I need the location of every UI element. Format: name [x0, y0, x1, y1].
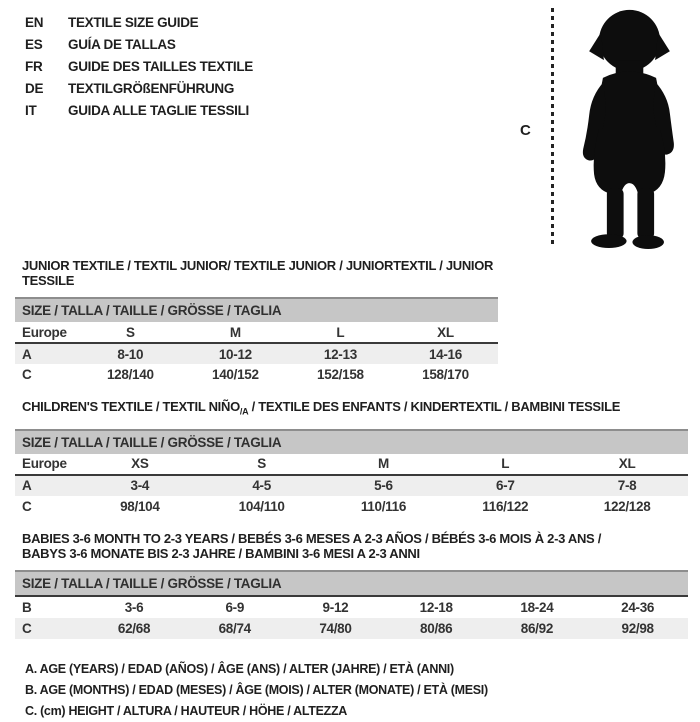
language-label: GUIDA ALLE TAGLIE TESSILI	[68, 103, 249, 118]
language-row-de	[25, 78, 253, 100]
babies-title-line1: BABIES 3-6 MONTH TO 2-3 YEARS / BEBÉS 3-6 MESES A 2-3 AÑOS / BÉBÉS 3-6 MOIS À 2-3 ANS /	[22, 530, 602, 546]
language-label: TEXTILE SIZE GUIDE	[68, 15, 199, 30]
size-header-bar: SIZE / TALLA / TAILLE / GRÖSSE / TAGLIA	[15, 570, 688, 597]
junior-column-header-row	[15, 322, 498, 343]
junior-size-table	[15, 322, 498, 385]
measure-legend	[25, 659, 700, 722]
children-title-suffix: / TEXTILE DES ENFANTS / KINDERTEXTIL / BAMBINI TESSILE	[248, 399, 621, 414]
language-row-fr	[25, 56, 253, 78]
language-label: GUÍA DE TALLAS	[68, 37, 176, 52]
size-header-bar: SIZE / TALLA / TAILLE / GRÖSSE / TAGLIA	[15, 297, 498, 322]
table-cell: 104/110	[238, 498, 285, 514]
legend-line-c: C. (cm) HEIGHT / ALTURA / HAUTEUR / HÖHE / ALTEZZA	[25, 703, 348, 718]
babies-row-b	[15, 597, 688, 618]
size-col-header: L	[444, 454, 566, 475]
table-cell: 24-36	[621, 599, 655, 615]
language-label: GUIDE DES TAILLES TEXTILE	[68, 59, 254, 74]
babies-row-c	[15, 618, 688, 639]
table-cell: 3-6	[124, 599, 144, 615]
table-cell: 116/122	[482, 498, 529, 514]
children-column-header-row	[15, 454, 688, 475]
children-title-prefix: CHILDREN'S TEXTILE / TEXTIL NIÑO	[22, 399, 240, 414]
legend-line-b: B. AGE (MONTHS) / EDAD (MESES) / ÂGE (MOIS) / ALTER (MONATE) / ETÀ (MESI)	[25, 682, 488, 697]
size-col-header: XL	[393, 322, 498, 343]
children-title-sub: /A	[239, 406, 249, 417]
children-size-table	[15, 454, 688, 517]
region-label-cell: Europe	[15, 322, 78, 343]
table-cell: 18-24	[520, 599, 554, 615]
table-cell: 9-12	[322, 599, 349, 615]
table-cell: 6-7	[495, 478, 515, 494]
row-label-cell: B	[22, 599, 32, 615]
measure-label-c: C	[520, 122, 531, 139]
row-label-cell: C	[22, 498, 32, 514]
row-label-cell: C	[22, 620, 32, 636]
size-col-header: M	[183, 322, 288, 343]
table-cell: 152/158	[317, 367, 364, 382]
children-row-a	[15, 475, 688, 496]
table-cell: 8-10	[117, 346, 144, 362]
size-col-header: XS	[79, 454, 201, 475]
size-col-header: S	[78, 322, 183, 343]
table-cell: 86/92	[520, 620, 554, 636]
language-row-en	[25, 12, 253, 34]
table-cell: 98/104	[120, 498, 160, 514]
legend-line-a: A. AGE (YEARS) / EDAD (AÑOS) / ÂGE (ANS) / ALTER (JAHRE) / ETÀ (ANNI)	[25, 661, 454, 676]
language-code: EN	[25, 15, 44, 30]
size-col-header: M	[323, 454, 445, 475]
table-cell: 12-13	[323, 346, 357, 362]
toddler-silhouette-icon	[563, 5, 697, 251]
size-col-header: XL	[566, 454, 688, 475]
junior-textile-section	[15, 258, 498, 385]
row-label-cell: A	[22, 346, 32, 362]
children-row-c	[15, 496, 688, 517]
table-cell: 68/74	[218, 620, 251, 636]
language-list	[25, 12, 253, 122]
table-cell: 74/80	[319, 620, 352, 636]
babies-table-title	[22, 531, 688, 561]
table-cell: 10-12	[218, 346, 252, 362]
junior-row-c	[15, 364, 498, 385]
measure-figure	[518, 4, 698, 252]
region-label-cell: Europe	[15, 454, 79, 475]
table-cell: 122/128	[603, 498, 651, 514]
row-label-cell: A	[22, 478, 32, 494]
babies-title-line2: BABYS 3-6 MONATE BIS 2-3 JAHRE / BAMBINI 3-6 MESI A 2-3 ANNI	[22, 545, 420, 561]
size-header-bar: SIZE / TALLA / TAILLE / GRÖSSE / TAGLIA	[15, 429, 688, 454]
table-cell: 62/68	[117, 620, 151, 636]
size-col-header: L	[288, 322, 393, 343]
table-cell: 4-5	[252, 478, 271, 494]
height-measure-line	[551, 8, 554, 248]
children-textile-section	[15, 399, 688, 517]
babies-size-table	[15, 597, 688, 639]
table-cell: 80/86	[420, 620, 453, 636]
language-code: ES	[25, 37, 43, 52]
language-row-it	[25, 100, 253, 122]
table-cell: 140/152	[212, 367, 259, 382]
table-cell: 110/116	[360, 498, 407, 514]
row-label-cell: C	[22, 367, 32, 382]
children-table-title	[22, 399, 688, 420]
language-code: IT	[25, 103, 37, 118]
table-cell: 3-4	[130, 478, 150, 494]
language-code: DE	[25, 81, 44, 96]
table-cell: 5-6	[374, 478, 393, 494]
table-cell: 158/170	[422, 367, 469, 382]
table-cell: 92/98	[621, 620, 654, 636]
top-area	[0, 0, 700, 252]
language-label: TEXTILGRÖßENFÜHRUNG	[68, 81, 235, 96]
language-row-es	[25, 34, 253, 56]
junior-table-title: JUNIOR TEXTILE / TEXTIL JUNIOR/ TEXTILE JUNIOR / JUNIORTEXTIL / JUNIOR TESSILE	[22, 258, 494, 288]
babies-textile-section	[15, 531, 688, 639]
table-cell: 7-8	[617, 478, 637, 494]
table-cell: 12-18	[419, 599, 453, 615]
language-code: FR	[25, 59, 43, 74]
table-cell: 128/140	[106, 367, 154, 382]
junior-row-a	[15, 343, 498, 364]
table-cell: 14-16	[428, 346, 462, 362]
size-col-header: S	[201, 454, 323, 475]
table-cell: 6-9	[225, 599, 245, 615]
